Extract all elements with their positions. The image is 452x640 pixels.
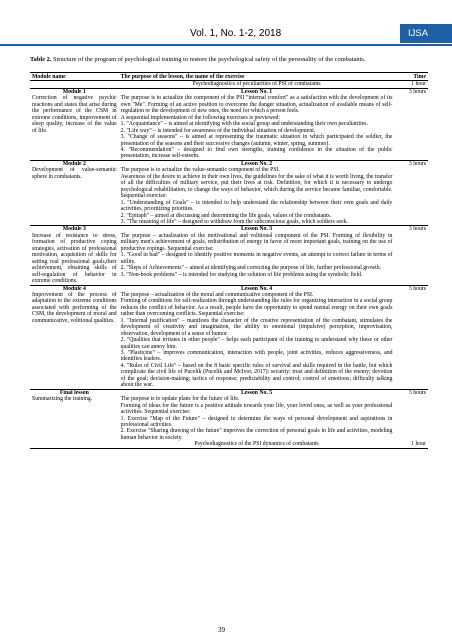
module-name: Module 2 <box>62 160 86 167</box>
lesson-cell <box>119 389 395 441</box>
lesson-title: Lesson No. 5 <box>240 389 273 396</box>
module-description: Improvement of the process of adaptation to the extreme conditions associated with performing of the CSM, the development of moral and communicative, volitional qualities. <box>32 291 117 324</box>
psychodiagnostics-time: 1 hour <box>411 81 426 88</box>
lesson-text-line: 2. "Epitaph" – aimed at discussing and determining the life goals, values of the combatants. <box>120 212 332 219</box>
module-cell <box>30 285 119 389</box>
column-header-module: Module name <box>30 73 119 81</box>
lesson-text-line: Awareness of the desire to achieve in their own lives, the guidelines for the sake of what it is worth living, the transfer of all the difficulties of military service, put their lives at risk. Definition, for which it is necessary to undergo psychological rehabilitation, to change the ways of behavior, which during the service became familiar, comfortable. Sequential exercise: <box>120 173 393 200</box>
lesson-text-line: The purpose is to actualize the value-semantic component of the PSI. <box>120 167 280 174</box>
module-name: Final lesson <box>59 389 89 396</box>
lesson-title: Lesson No. 3 <box>240 226 273 233</box>
lesson-text-line: 3. "Plasticine" – improves communication, interaction with people, joint activities, reduces aggressiveness, and identifies leaders. <box>120 350 393 363</box>
psychodiagnostics-row-last <box>30 441 428 448</box>
lesson-text-line: 1. "Understanding of Goals" – is intended to help understand the relationship between their own goals and daily activities, prioritizing priorities. <box>120 199 393 213</box>
module-cell <box>30 88 119 160</box>
lesson-text-line: 2. "Qualities that irritates in other people" – helps each participant of the training to understand why these or other qualities can annoy him. <box>120 337 393 350</box>
lesson-text-line: The purpose is to update plans for the future of life. <box>120 396 240 403</box>
lesson-text-line: 3. "The meaning of life" – designed to withdraw from the subconscious goals, which soldiers seek. <box>120 218 348 225</box>
lesson-cell <box>119 88 395 160</box>
page-number: 39 <box>218 626 225 634</box>
module-description: Correction of negative psychic reactions and states that arise during the performance of the CSM in extreme conditions, improvement of sleep quality, increase of the value of life. <box>32 95 117 134</box>
caption-label: Table 2. <box>30 56 52 63</box>
lesson-text-line: 3. "Change of seasons" – is aimed at representing the traumatic situation in which participated the soldier, the presentation of the seasons and their successive changes (autumn, winter, spring, summer). <box>120 134 393 147</box>
header-rule <box>0 44 452 46</box>
column-header-time: Time <box>394 73 428 81</box>
module-cell <box>30 226 119 285</box>
column-header-purpose: The purpose of the lesson, the name of the exercise <box>119 73 395 81</box>
lesson-text-line: 2. Exercise "Sharing drawing of the future" improves the correction of personal goals in life and activities, modeling human behavior in society. <box>120 428 393 441</box>
module-row <box>30 88 428 160</box>
lesson-text-line: 2. "Life way" – is intended for awareness of the individual situation of development. <box>120 127 316 134</box>
lesson-text-line: 3. "Non-book problems" – is intended for studying the solution of life problems using the symbolic field. <box>120 271 363 278</box>
lesson-text-line: 1. "Acquaintance" – is aimed at identifying with the social group and understanding their own peculiarities. <box>120 121 368 128</box>
module-description: Summarizing the training. <box>32 396 93 403</box>
module-cell <box>30 389 119 441</box>
lesson-text-line: 1. "Internal justification" – manifests the character of the creative representation of the combatant, stimulates the development of creativity and imagination, the ability to emotional (impulsive) perception, improvisation, observation, development of a sense of humor. <box>120 317 393 337</box>
lesson-text-line: 4. "Recommendation" – designed to find own strengths, training confidence in the situation of the public presentation, increase self-esteem. <box>120 146 393 160</box>
module-cell <box>30 160 119 226</box>
program-table <box>30 72 428 449</box>
module-name: Module 1 <box>62 88 86 95</box>
table-header-row <box>30 73 428 81</box>
psychodiagnostics-row-first <box>30 81 428 88</box>
lesson-cell <box>119 160 395 226</box>
module-name: Module 3 <box>62 226 86 233</box>
module-row <box>30 226 428 285</box>
lesson-text-line: Forming of conditions for self-realization through understanding the rules for organizing interaction in a social group reduces the conflict of behavior. As a result, people have the opportunity to spend mental energy on their own goals rather than overcoming conflicts. Sequential exercise: <box>120 298 393 318</box>
lesson-text-line: 1. Exercise "Map of the Future" – designed to determine the ways of personal development and aspirations in professional activities. <box>120 415 393 429</box>
module-row <box>30 285 428 389</box>
module-description: Increase of resistance to stress, formation of productive coping strategies, activation of professional motivation, acquisition of skills for setting real professional goals,their achievement, obtaining skills of self-regulation of behavior in extreme conditions. <box>32 232 117 285</box>
journal-badge: IJSA <box>400 24 452 43</box>
lesson-text-line: The purpose is to actualize the component of the PSI "internal comfort" as a satisfaction with the development of its own "Me". Forming of an active position to overcome the danger situation, actualization of available means of self-regulation or the development of new ones, the need for which a person feels. <box>120 95 393 115</box>
lesson-time: 3 hours <box>394 389 428 441</box>
lesson-title: Lesson No. 1 <box>240 88 273 95</box>
lesson-time: 3 hours <box>394 226 428 285</box>
lesson-text-line: A sequential implementation of the following exercises is previewed: <box>120 114 281 121</box>
module-row <box>30 160 428 226</box>
lesson-text-line: The purpose – actualization of the motivational and volitional component of the PSI. Forming of flexibility in military men's achievement of goals, redistribution of energy in favor of more important goals, training on the use of productive copings. Sequential exercise: <box>120 232 393 252</box>
module-description: Development of value-semantic sphere in combatants. <box>32 167 117 180</box>
table-caption <box>30 56 428 64</box>
lesson-text-line: Forming of ideas for the future is a positive attitude towards your life, your loved ones, as well as your professional activities. Sequential exercise: <box>120 402 393 416</box>
lesson-text-line: 2. "Steps of Achievements" – aimed at identifying and correcting the purpose of life, further professional growth. <box>120 265 382 272</box>
lesson-time: 3 hours <box>394 285 428 389</box>
lesson-title: Lesson No. 2 <box>240 160 273 167</box>
module-row <box>30 389 428 441</box>
psychodiagnostics-text: Psychodiagnostics of the PSI dynamics of combatants <box>119 441 395 448</box>
module-name: Module 4 <box>62 285 86 292</box>
lesson-text-line: 4. "Rules of Civil Life" – based on the 8 basic specific rules of survival and skills required in the battle, but which complicate the civil life of Pucelik (Pucelik and McIvor, 2017): security; trust and definition of the enemy; devotion of the goal; decision-making; tactics of response; predictability and control; control of emotions; difficulty talking about the war. <box>120 362 393 389</box>
caption-text: Structure of the program of psychological training to restore the psychological safety of the personality of the combatants. <box>51 56 366 63</box>
journal-volume: Vol. 1, No. 1-2, 2018 <box>190 28 282 39</box>
lesson-cell <box>119 285 395 389</box>
psychodiagnostics-time: 1 hour <box>394 441 428 448</box>
lesson-time: 3 hours <box>394 160 428 226</box>
lesson-title: Lesson No. 4 <box>240 285 273 292</box>
lesson-cell <box>119 226 395 285</box>
lesson-text-line: 1. "Good in bad" – designed to identify positive moments in negative events, an attempt to correct failure in terms of utility. <box>120 252 393 265</box>
lesson-time: 3 hours <box>394 88 428 160</box>
psychodiagnostics-text: Psychodiagnostics of peculiarities of PSI of combatants <box>192 81 321 88</box>
lesson-text-line: The purpose – actualization of the moral and communicative component of the PSI. <box>120 291 314 298</box>
